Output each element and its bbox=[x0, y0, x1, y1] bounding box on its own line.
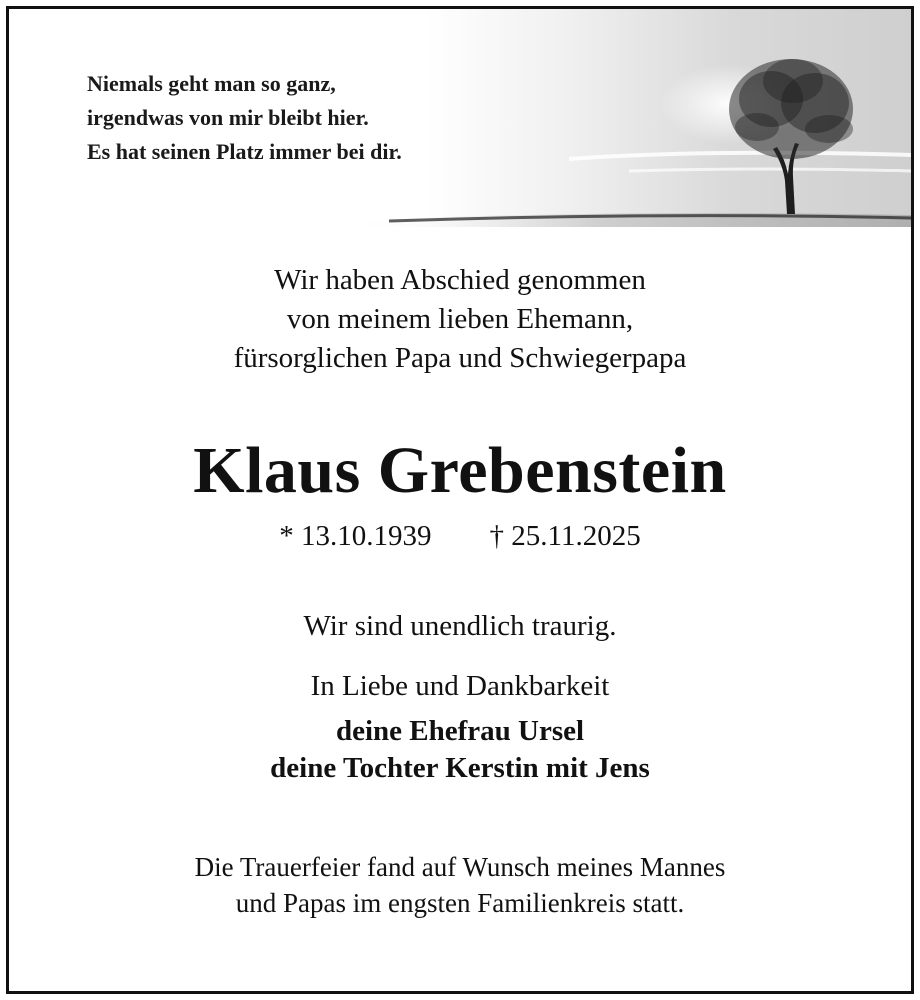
death-date: † 25.11.2025 bbox=[489, 520, 641, 552]
closing-line: In Liebe und Dankbarkeit bbox=[310, 670, 610, 702]
poem-line: Niemals geht man so ganz, bbox=[87, 71, 336, 96]
deceased-name: Klaus Grebenstein bbox=[193, 434, 727, 507]
header-banner bbox=[9, 9, 911, 241]
poem-line: Es hat seinen Platz immer bei dir. bbox=[87, 139, 402, 164]
birth-date: * 13.10.1939 bbox=[279, 520, 432, 552]
tree-shape bbox=[729, 59, 853, 214]
intro-line: von meinem lieben Ehemann, bbox=[286, 303, 634, 335]
notice-line: Die Trauerfeier fand auf Wunsch meines Mannes bbox=[194, 852, 726, 882]
life-dates bbox=[9, 517, 911, 555]
funeral-notice bbox=[9, 849, 911, 921]
grief-line: Wir sind unendlich traurig. bbox=[303, 610, 617, 642]
poem-line: irgendwas von mir bleibt hier. bbox=[87, 105, 369, 130]
intro-text bbox=[9, 261, 911, 378]
intro-line: fürsorglichen Papa und Schwiegerpapa bbox=[233, 342, 687, 374]
mourner-line: deine Ehefrau Ursel bbox=[335, 715, 585, 747]
notice-line: und Papas im engsten Familienkreis statt. bbox=[235, 888, 685, 918]
intro-line: Wir haben Abschied genommen bbox=[274, 264, 646, 296]
obituary-frame bbox=[6, 6, 914, 994]
poem bbox=[87, 67, 402, 169]
mourner-line: deine Tochter Kerstin mit Jens bbox=[270, 752, 650, 784]
mourners bbox=[9, 713, 911, 787]
